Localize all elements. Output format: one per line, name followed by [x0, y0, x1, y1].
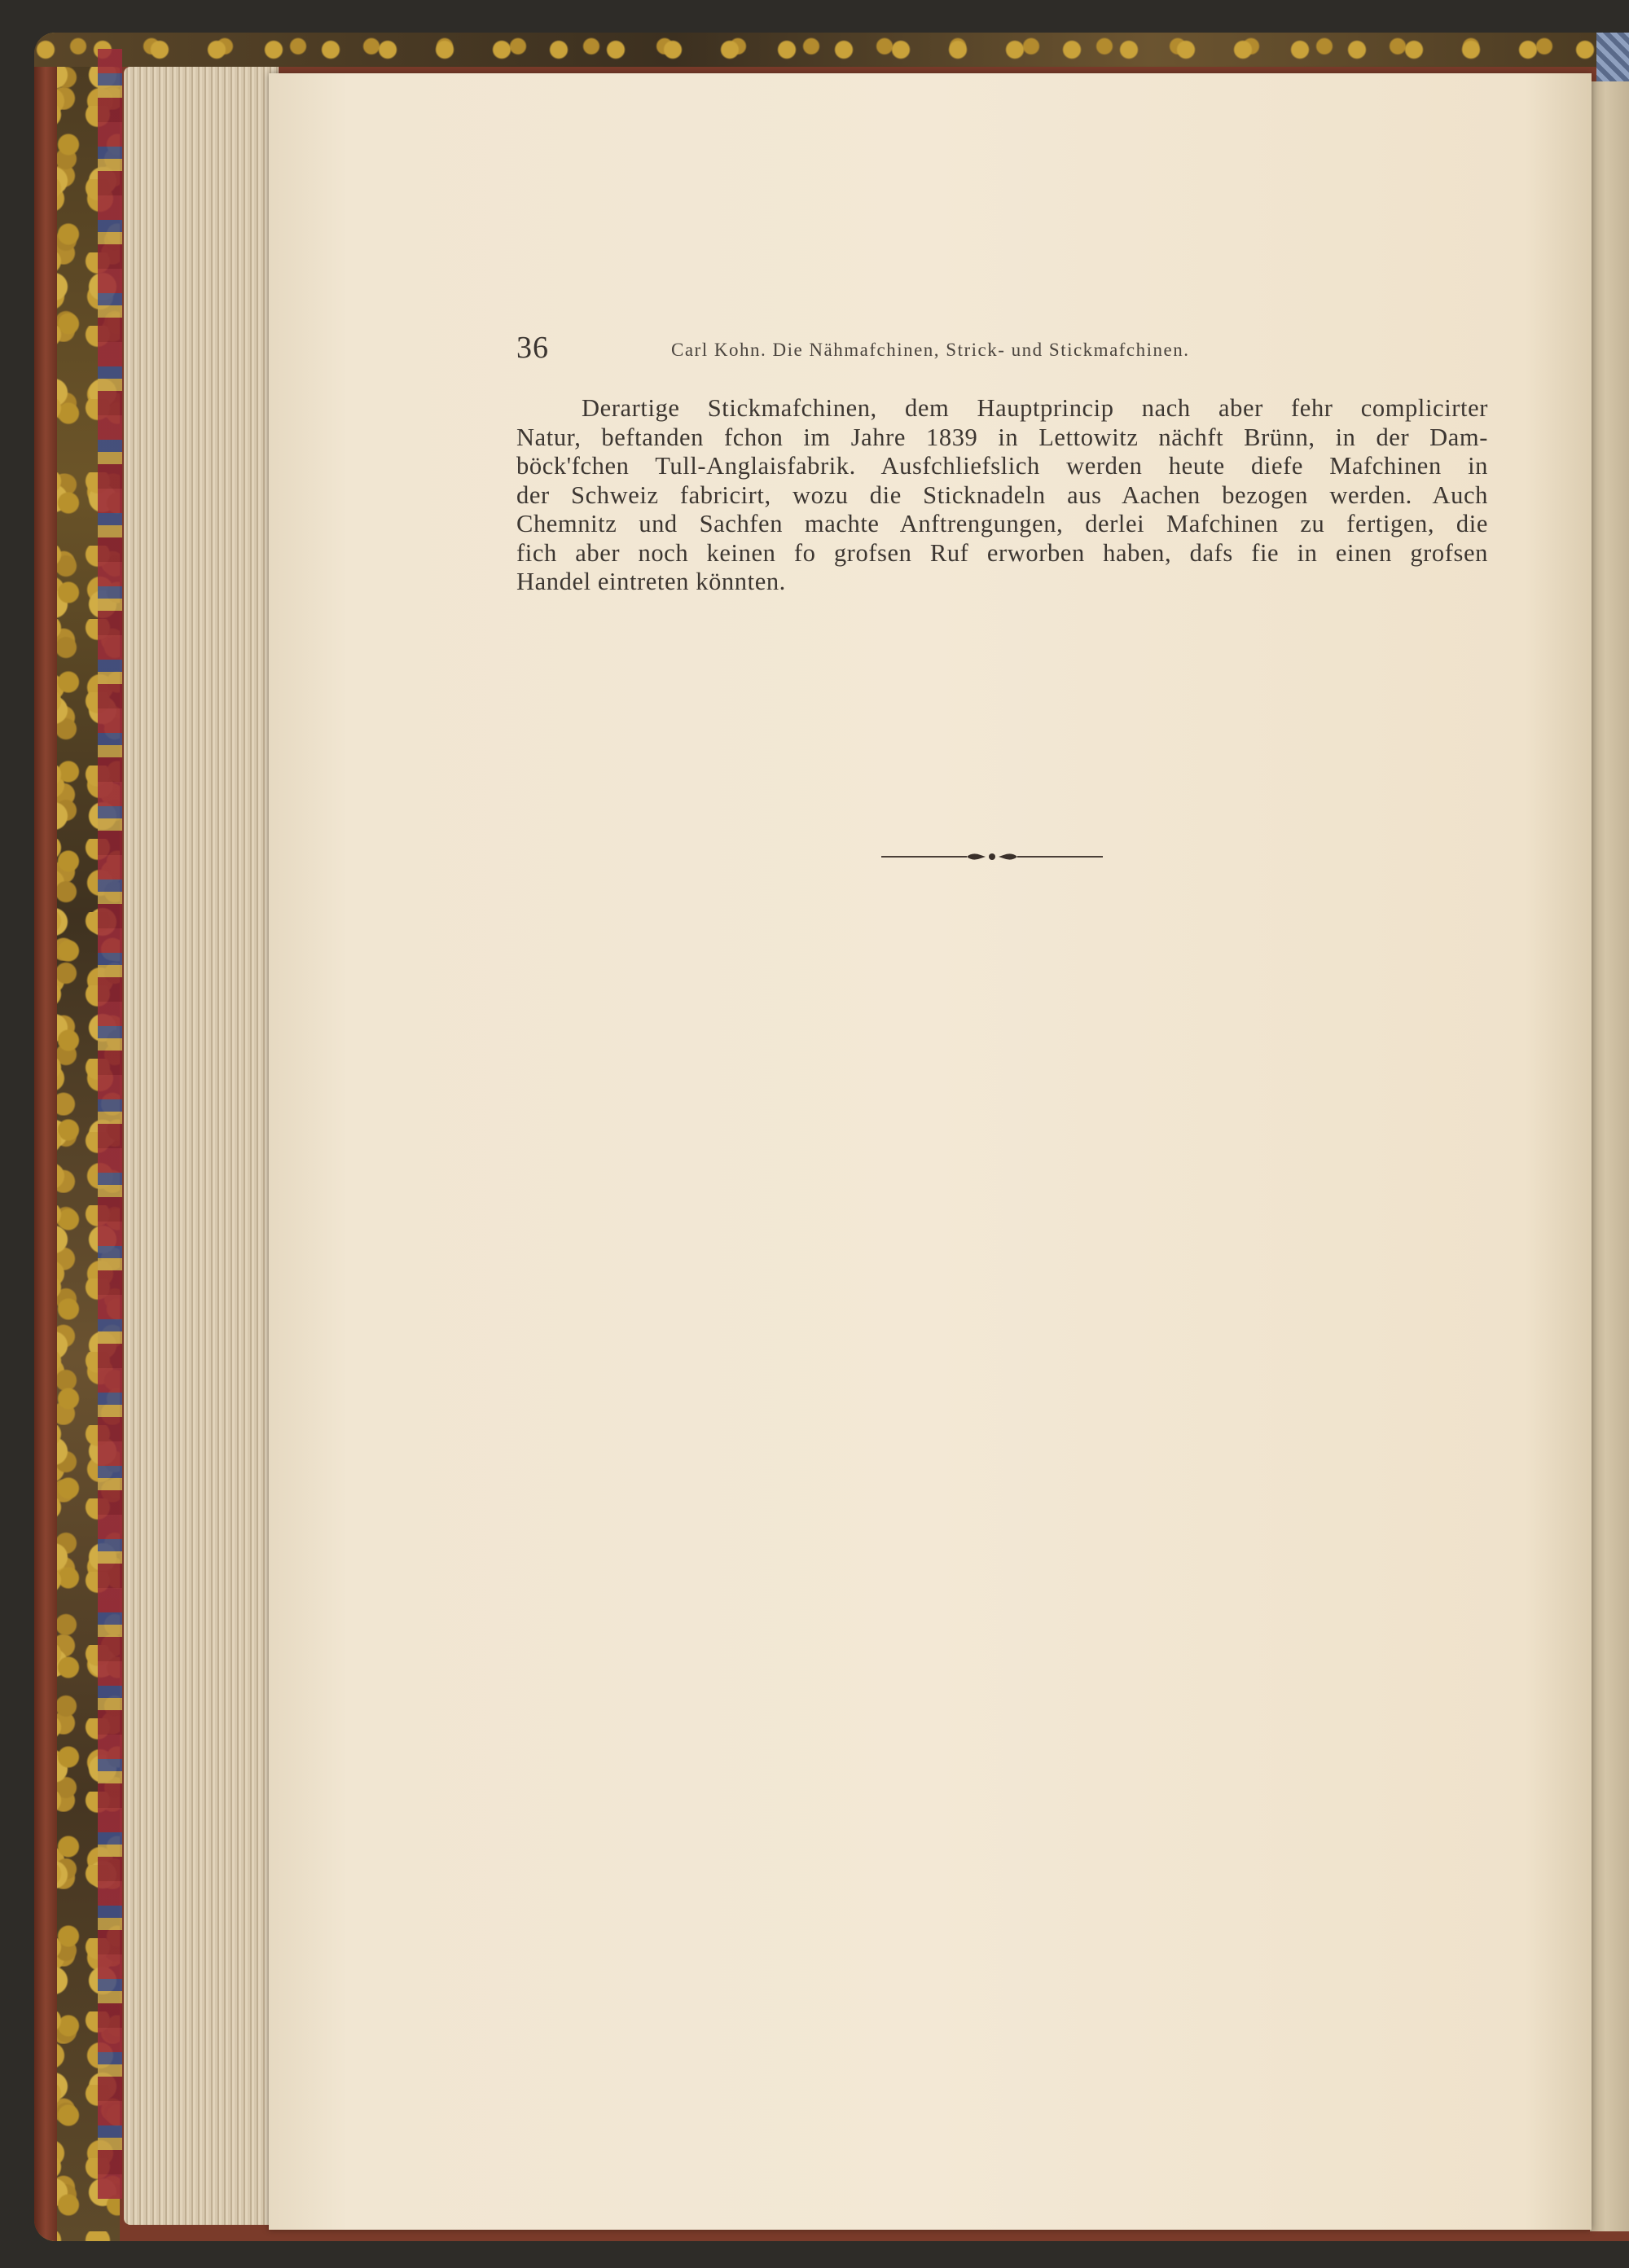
text-line: der Schweiz fabricirt, wozu die Sticknadeln aus Aachen bezogen werden. Auch	[516, 480, 1488, 509]
text-line: böck'fchen Tull-Anglaisfabrik. Ausfchliefslich werden heute diefe Mafchinen in	[516, 452, 1488, 480]
page-header	[516, 330, 1494, 371]
section-divider-ornament-icon	[881, 847, 1103, 866]
text-line: Derartige Stickmafchinen, dem Hauptprincip nach aber fehr complicirter	[582, 394, 1488, 422]
bookmark-ribbon	[1596, 33, 1629, 81]
text-line: Chemnitz und Sachfen machte Anftrengungen, derlei Mafchinen zu fertigen, die	[516, 510, 1488, 537]
leather-spine-strip	[34, 67, 57, 2241]
text-line: fich aber noch keinen fo grofsen Ruf erworben haben, dafs fie in einen grofsen	[516, 538, 1488, 567]
text-line: Natur, beftanden fchon im Jahre 1839 in Lettowitz nächft Brünn, in der Dam-	[516, 423, 1488, 451]
marbled-binding-top	[34, 33, 1629, 67]
page-leaves-edge	[124, 67, 279, 2225]
page-number: 36	[516, 331, 549, 365]
running-head: Carl Kohn. Die Nähmafchinen, Strick- und Stickmafchinen.	[671, 340, 1190, 360]
text-line: Handel eintreten könnten.	[516, 568, 786, 595]
facing-page-edge	[1590, 81, 1629, 2231]
body-paragraph	[516, 394, 1488, 597]
page-edge-marbling	[98, 49, 122, 2199]
